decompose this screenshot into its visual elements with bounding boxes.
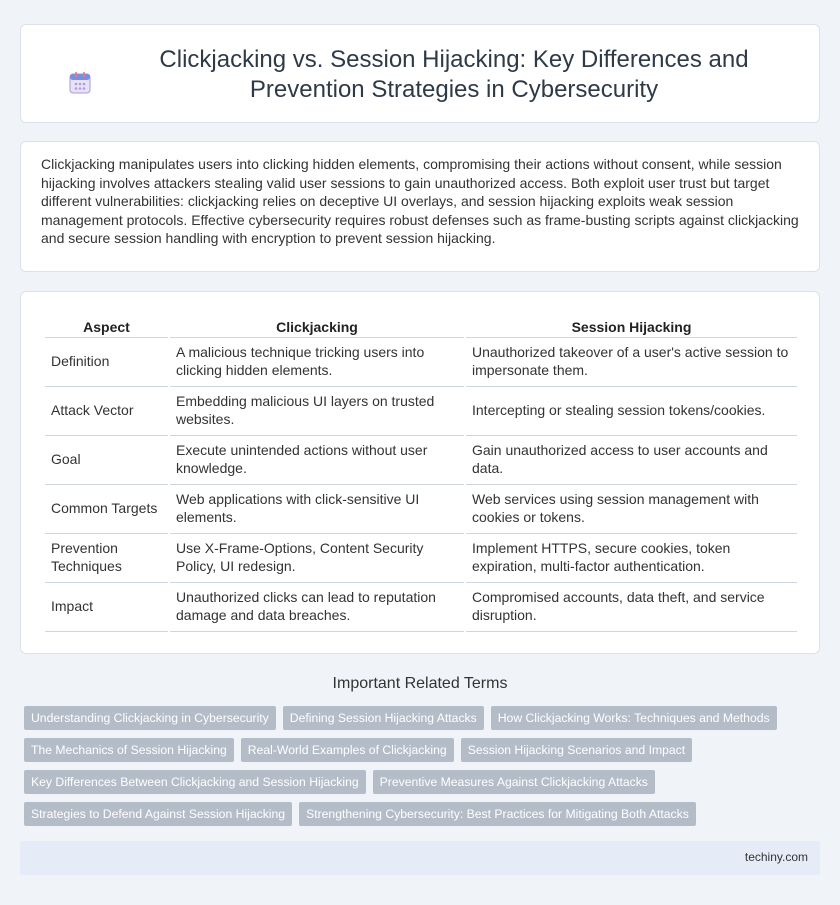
related-term-link[interactable]: Real-World Examples of Clickjacking xyxy=(241,738,454,762)
cell-aspect: Definition xyxy=(45,338,168,387)
cell-clickjacking: Web applications with click-sensitive UI elements. xyxy=(170,485,464,534)
table-row xyxy=(45,583,797,632)
cell-aspect: Goal xyxy=(45,436,168,485)
intro-paragraph: Clickjacking manipulates users into clicking hidden elements, compromising their actions without consent, while session hijacking involves attackers stealing valid user sessions to gain unauthorized access. Both exploit user trust but target different vulnerabilities: clickjacking relies on deceptive UI overlays, and session hijacking exploits weak session management protocols. Effective cybersecurity requires robust defenses such as frame-busting scripts against clickjacking and secure session handling with encryption to prevent session hijacking. xyxy=(41,156,799,247)
cell-session-hijacking: Web services using session management with cookies or tokens. xyxy=(466,485,797,534)
related-term-link[interactable]: Understanding Clickjacking in Cybersecurity xyxy=(24,706,276,730)
cell-session-hijacking: Gain unauthorized access to user accounts and data. xyxy=(466,436,797,485)
cell-session-hijacking: Compromised accounts, data theft, and service disruption. xyxy=(466,583,797,632)
cell-aspect: Prevention Techniques xyxy=(45,534,168,583)
calendar-icon xyxy=(68,71,92,95)
related-term-link[interactable]: The Mechanics of Session Hijacking xyxy=(24,738,234,762)
related-term-link[interactable]: Strategies to Defend Against Session Hijacking xyxy=(24,802,292,826)
header-clickjacking: Clickjacking xyxy=(170,314,464,338)
related-term-link[interactable]: Preventive Measures Against Clickjacking Attacks xyxy=(373,770,655,794)
comparison-table xyxy=(43,314,799,632)
table-row xyxy=(45,485,797,534)
cell-aspect: Common Targets xyxy=(45,485,168,534)
cell-clickjacking: Unauthorized clicks can lead to reputation damage and data breaches. xyxy=(170,583,464,632)
cell-session-hijacking: Unauthorized takeover of a user's active session to impersonate them. xyxy=(466,338,797,387)
related-term-link[interactable]: How Clickjacking Works: Techniques and Methods xyxy=(491,706,777,730)
related-term-link[interactable]: Session Hijacking Scenarios and Impact xyxy=(461,738,692,762)
footer xyxy=(20,841,820,875)
table-row xyxy=(45,534,797,583)
cell-aspect: Impact xyxy=(45,583,168,632)
tag-row xyxy=(24,802,804,826)
page-title: Clickjacking vs. Session Hijacking: Key Differences and Prevention Strategies in Cybersecurity xyxy=(159,46,749,103)
cell-session-hijacking: Implement HTTPS, secure cookies, token expiration, multi-factor authentication. xyxy=(466,534,797,583)
cell-aspect: Attack Vector xyxy=(45,387,168,436)
table-row xyxy=(45,436,797,485)
cell-session-hijacking: Intercepting or stealing session tokens/cookies. xyxy=(466,387,797,436)
related-term-link[interactable]: Strengthening Cybersecurity: Best Practices for Mitigating Both Attacks xyxy=(299,802,696,826)
cell-clickjacking: Execute unintended actions without user knowledge. xyxy=(170,436,464,485)
related-term-link[interactable]: Key Differences Between Clickjacking and Session Hijacking xyxy=(24,770,366,794)
cell-clickjacking: A malicious technique tricking users into clicking hidden elements. xyxy=(170,338,464,387)
related-term-link[interactable]: Defining Session Hijacking Attacks xyxy=(283,706,484,730)
table-row xyxy=(45,338,797,387)
header-session-hijacking: Session Hijacking xyxy=(466,314,797,338)
intro-card xyxy=(20,141,820,272)
header-aspect: Aspect xyxy=(45,314,168,338)
comparison-card xyxy=(20,291,820,654)
related-terms-heading: Important Related Terms xyxy=(332,675,508,692)
footer-site-name: techiny.com xyxy=(744,850,808,864)
tag-row xyxy=(24,738,804,762)
related-terms-list xyxy=(24,706,804,834)
tag-row xyxy=(24,706,804,730)
cell-clickjacking: Embedding malicious UI layers on trusted websites. xyxy=(170,387,464,436)
cell-clickjacking: Use X-Frame-Options, Content Security Policy, UI redesign. xyxy=(170,534,464,583)
title-card xyxy=(20,24,820,123)
table-row xyxy=(45,387,797,436)
table-header-row xyxy=(45,314,797,338)
tag-row xyxy=(24,770,804,794)
